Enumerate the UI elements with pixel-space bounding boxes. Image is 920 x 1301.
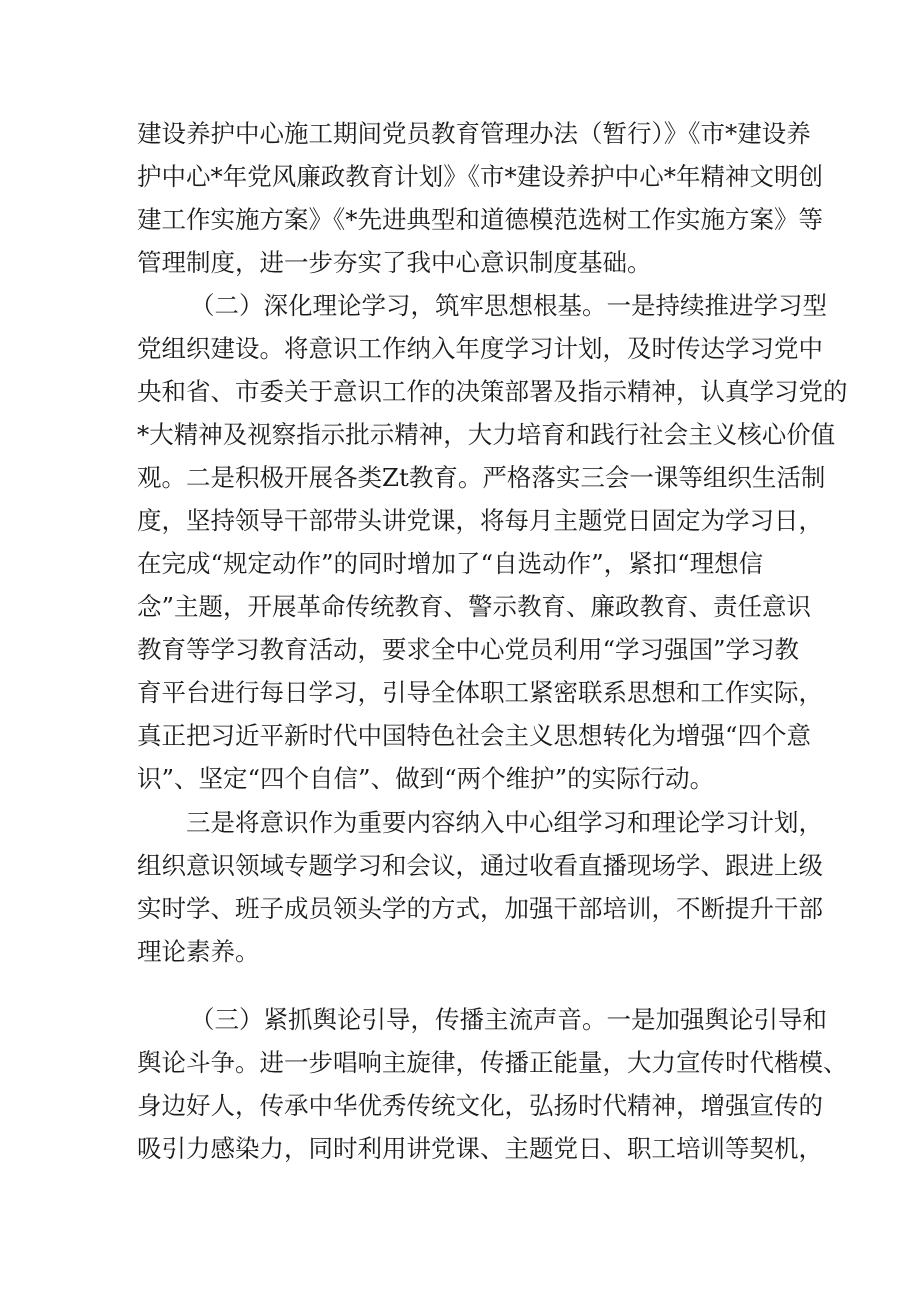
text-line: 观。二是积极开展各类Zt教育。严格落实三会一课等组织生活制 <box>137 463 826 492</box>
text-line: 理论素养。 <box>137 937 260 966</box>
text-line: 真正把习近平新时代中国特色社会主义思想转化为增强“四个意 <box>137 721 812 750</box>
text-line: 实时学、班子成员领头学的方式，加强干部培训，不断提升干部 <box>137 894 823 923</box>
text-line: 建工作实施方案》《*先进典型和道德模范选树工作实施方案》等 <box>137 205 823 234</box>
section-heading-line: （二）深化理论学习，筑牢思想根基。一是持续推进学习型 <box>190 291 827 320</box>
text-line: 念”主题，开展革命传统教育、警示教育、廉政教育、责任意识 <box>137 592 812 621</box>
text-line: 央和省、市委关于意识工作的决策部署及指示精神，认真学习党的 <box>137 377 848 406</box>
text-line: 党组织建设。将意识工作纳入年度学习计划，及时传达学习党中 <box>137 334 823 363</box>
text-line: 吸引力感染力，同时利用讲党课、主题党日、职工培训等契机， <box>137 1134 823 1163</box>
text-line: 育平台进行每日学习，引导全体职工紧密联系思想和工作实际， <box>137 678 823 707</box>
text-line: 护中心*年党风廉政教育计划》《市*建设养护中心*年精神文明创 <box>137 162 823 191</box>
text-line: 身边好人，传承中华优秀传统文化，弘扬时代精神，增强宣传的 <box>137 1091 823 1120</box>
text-line: 管理制度，进一步夯实了我中心意识制度基础。 <box>137 248 652 277</box>
section-heading-line: （三）紧抓舆论引导，传播主流声音。一是加强舆论引导和 <box>190 1005 827 1034</box>
text-line: 教育等学习教育活动，要求全中心党员利用“学习强国”学习教 <box>137 635 800 664</box>
text-line: 在完成“规定动作”的同时增加了“自选动作”，紧扣“理想信 <box>137 549 764 578</box>
text-line: 建设养护中心施工期间党员教育管理办法（暂行）》《市*建设养 <box>137 119 811 148</box>
text-line: 舆论斗争。进一步唱响主旋律，传播正能量，大力宣传时代楷模、 <box>137 1048 848 1077</box>
text-line: 组织意识领域专题学习和会议，通过收看直播现场学、跟进上级 <box>137 851 823 880</box>
text-line: 识”、坚定“四个自信”、做到“两个维护”的实际行动。 <box>137 764 715 793</box>
paragraph-first-line: 三是将意识作为重要内容纳入中心组学习和理论学习计划， <box>186 808 823 837</box>
text-line: *大精神及视察指示批示精神，大力培育和践行社会主义核心价值 <box>137 420 836 449</box>
text-line: 度，坚持领导干部带头讲党课，将每月主题党日固定为学习日， <box>137 506 823 535</box>
